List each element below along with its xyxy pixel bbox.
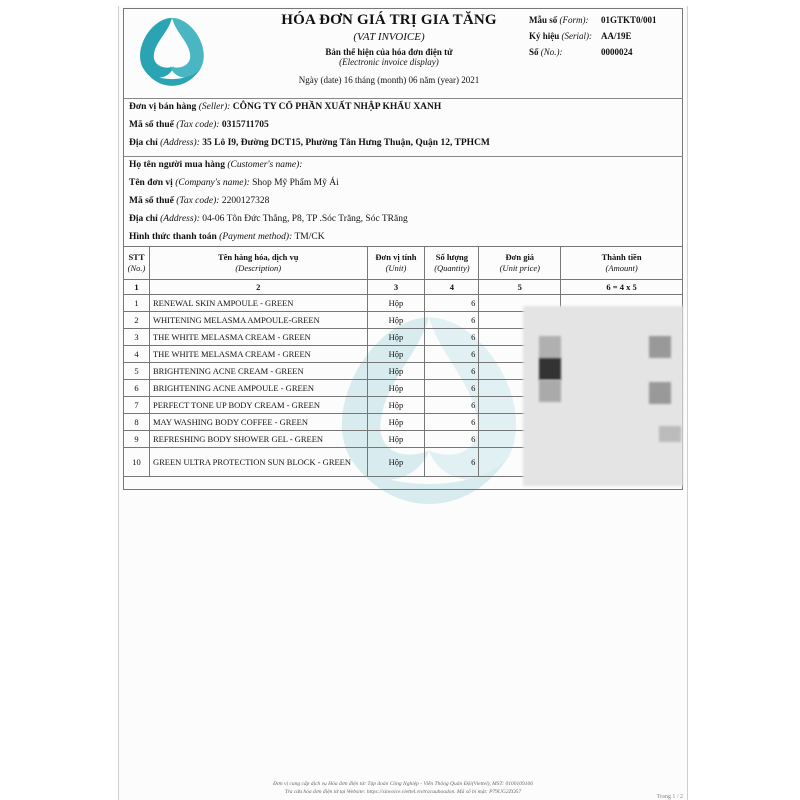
buyer-payment-line: Hình thức thanh toán (Payment method): TM/CK [129, 232, 325, 242]
buyer-tax-line: Mã số thuế (Tax code): 2200127328 [129, 196, 270, 206]
table-row: 5 BRIGHTENING ACNE CREAM - GREEN Hộp 6 [124, 363, 683, 380]
seller-tax-line: Mã số thuế (Tax code): 0315711705 [129, 120, 269, 130]
redacted-block [659, 426, 681, 442]
redacted-block [649, 336, 671, 358]
redacted-block [539, 358, 561, 380]
table-row: 8 MAY WASHING BODY COFFEE - GREEN Hộp 6 [124, 414, 683, 431]
footer-provider: Đơn vị cung cấp dịch vụ Hóa đơn điện tử: Tập đoàn Công Nghiệp - Viễn Thông Quân Đội(Viettel), MST: 0100109106 [273, 781, 533, 787]
buyer-company-line: Tên đơn vị (Company's name): Shop Mỹ Phẩm Mỹ Ái [129, 178, 339, 188]
display-vi: Bản thể hiện của hóa đơn điện tử [325, 47, 453, 57]
buyer-customer-line: Họ tên người mua hàng (Customer's name): [129, 160, 303, 170]
header-quantity: Số lượng (Quantity) [425, 247, 479, 280]
page-number: Trang 1 / 2 [656, 794, 683, 800]
seller-address-line: Địa chỉ (Address): 35 Lô I9, Đường DCT15, Phường Tân Hưng Thuận, Quận 12, TPHCM [129, 138, 490, 148]
divider [123, 156, 683, 157]
table-row: 9 REFRESHING BODY SHOWER GEL - GREEN Hộp 6 [124, 431, 683, 448]
display-en: (Electronic invoice display) [339, 57, 439, 67]
invoice-date: Ngày (date) 16 tháng (month) 06 năm (year) 2021 [298, 75, 480, 85]
redacted-block [539, 380, 561, 402]
footer-lookup: Tra cứu hóa đơn điện tử tại Website: https://sinvoice.viettel.vn/tracuuhoadon. Mã số bí mật: P79UG2ZO57 [284, 789, 522, 795]
table-row: 4 THE WHITE MELASMA CREAM - GREEN Hộp 6 [124, 346, 683, 363]
table-row: 3 THE WHITE MELASMA CREAM - GREEN Hộp 6 [124, 329, 683, 346]
header-amount: Thành tiền (Amount) [561, 247, 683, 280]
divider [123, 98, 683, 99]
header-unit: Đơn vị tính (Unit) [367, 247, 425, 280]
header-description: Tên hàng hóa, dịch vụ (Description) [149, 247, 367, 280]
invoice-subtitle: (VAT INVOICE) [353, 31, 425, 43]
header-no: STT (No.) [124, 247, 150, 280]
header-unit-price: Đơn giá (Unit price) [479, 247, 561, 280]
meta-serial: Ký hiệu (Serial): AA/19E [529, 31, 632, 41]
redacted-block [649, 382, 671, 404]
table-numbering-row: 1 2 3 4 5 6 = 4 x 5 [124, 280, 683, 295]
company-logo-icon [127, 12, 217, 94]
meta-form: Mẫu số (Form): 01GTKT0/001 [529, 15, 657, 25]
table-header-row [124, 247, 683, 280]
seller-name-line: Đơn vị bán hàng (Seller): CÔNG TY CỔ PHẦN XUẤT NHẬP KHẨU XANH [129, 102, 442, 112]
invoice-title-block [239, 12, 539, 85]
table-row: 6 BRIGHTENING ACNE AMPOULE - GREEN Hộp 6 [124, 380, 683, 397]
table-row: 2 WHITENING MELASMA AMPOULE-GREEN Hộp 6 [124, 312, 683, 329]
invoice-page [118, 6, 688, 800]
meta-number: Số (No.): 0000024 [529, 47, 633, 57]
table-row: 10 GREEN ULTRA PROTECTION SUN BLOCK - GREEN Hộp 6 [124, 448, 683, 477]
buyer-address-line: Địa chỉ (Address): 04-06 Tôn Đức Thắng, P8, TP .Sóc Trăng, Sóc TRăng [129, 214, 408, 224]
redacted-block [539, 336, 561, 358]
table-row: 7 PERFECT TONE UP BODY CREAM - GREEN Hộp 6 [124, 397, 683, 414]
invoice-meta [529, 12, 679, 60]
table-row: 1 RENEWAL SKIN AMPOULE - GREEN Hộp 6 [124, 295, 683, 312]
invoice-footer [119, 780, 687, 796]
invoice-title: HÓA ĐƠN GIÁ TRỊ GIA TĂNG [281, 12, 497, 28]
